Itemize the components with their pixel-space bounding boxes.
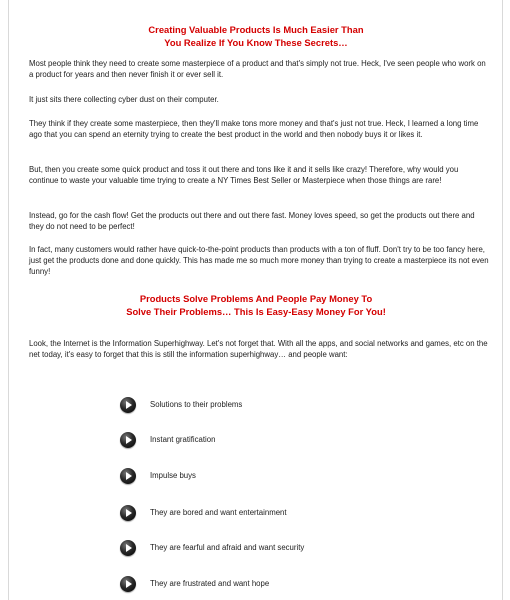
headline-creating-valuable-products bbox=[28, 23, 484, 49]
paragraph-information-superhighway: Look, the Internet is the Information Superhighway. Let's not forget that. With all the apps, and social networks and games, etc on the net today, it's easy to forget that this is still the information superhighway… and people want: bbox=[29, 339, 488, 359]
paragraph-cyber-dust: It just sits there collecting cyber dust on their computer. bbox=[29, 95, 219, 104]
headline-2-line-2: Solve Their Problems… This Is Easy-Easy Money For You! bbox=[126, 306, 386, 317]
bullet-label: Instant gratification bbox=[150, 435, 216, 444]
bullet-item-hope bbox=[120, 576, 440, 592]
bullet-label: They are frustrated and want hope bbox=[150, 579, 270, 588]
headline-products-solve-problems bbox=[28, 292, 484, 318]
bullet-item-entertainment bbox=[120, 505, 440, 521]
paragraph-masterpiece-myth: Most people think they need to create some masterpiece of a product and that's simply not true. Heck, I've seen people who work on a product for years and then never finish it or ever sell it. bbox=[29, 59, 486, 79]
paragraph-tons-more-money: They think if they create some masterpiece, then they'll make tons more money and that's just not true. Heck, I learned a long time ago that you can spend an eternity trying to create the best product in the world and then nobody buys it or likes it. bbox=[29, 119, 479, 139]
bullet-label: They are bored and want entertainment bbox=[150, 508, 287, 517]
bullet-item-instant-gratification bbox=[120, 432, 440, 448]
page-right-border bbox=[502, 0, 503, 600]
play-circle-icon bbox=[120, 540, 136, 556]
play-circle-icon bbox=[120, 468, 136, 484]
paragraph-cash-flow: Instead, go for the cash flow! Get the products out there and out there fast. Money loves speed, so get the products out there and they do not need to be perfect! bbox=[29, 211, 475, 231]
bullet-item-solutions bbox=[120, 397, 440, 413]
bullet-label: Solutions to their problems bbox=[150, 400, 243, 409]
play-circle-icon bbox=[120, 397, 136, 413]
headline-2-line-1: Products Solve Problems And People Pay Money To bbox=[139, 293, 373, 304]
play-circle-icon bbox=[120, 432, 136, 448]
bullet-item-security bbox=[120, 540, 440, 556]
headline-1-line-1: Creating Valuable Products Is Much Easier Than bbox=[148, 24, 364, 35]
play-circle-icon bbox=[120, 576, 136, 592]
bullet-label: They are fearful and afraid and want security bbox=[150, 543, 305, 552]
paragraph-quick-to-the-point: In fact, many customers would rather have quick-to-the-point products than products with a ton of fluff. Don't try to be too fancy here, just get the products done and done quickly. This has made me so much more money than trying to create a masterpiece its not even funny! bbox=[29, 245, 489, 276]
paragraph-quick-product: But, then you create some quick product and toss it out there and tons like it and it sells like crazy! Therefore, why would you continue to waste your valuable time trying to create a NY Times Best Seller or Masterpiece when those things are rare! bbox=[29, 165, 459, 185]
bullet-item-impulse-buys bbox=[120, 468, 440, 484]
page-left-border bbox=[8, 0, 9, 600]
bullet-label: Impulse buys bbox=[150, 471, 196, 480]
play-circle-icon bbox=[120, 505, 136, 521]
headline-1-line-2: You Realize If You Know These Secrets… bbox=[164, 37, 348, 48]
